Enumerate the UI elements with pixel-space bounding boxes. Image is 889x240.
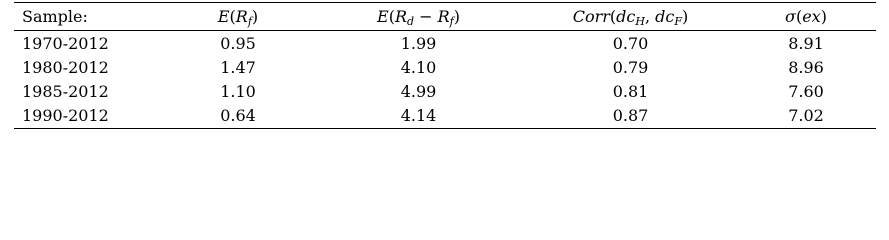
paren-open: (: [795, 7, 803, 26]
cell-corr: 0.81: [612, 81, 649, 101]
minus-sign: −: [414, 7, 438, 26]
sub-f: f: [247, 15, 252, 28]
cell-e-rd-rf: 1.99: [400, 33, 437, 53]
cell-sigma: 7.60: [788, 81, 824, 101]
header-correlation: [525, 3, 736, 31]
var-ex: ex: [802, 7, 821, 26]
paren-close: ): [453, 7, 460, 26]
cell-sample: 1990-2012: [14, 103, 164, 129]
sub-f: f: [449, 15, 454, 28]
table-row: [14, 31, 876, 56]
fn-sigma: σ: [785, 7, 796, 26]
cell-corr: 0.70: [612, 33, 649, 53]
header-correlation-formula: [573, 7, 688, 26]
header-expected-rf-formula: [218, 7, 258, 26]
cell-sigma: 8.91: [788, 33, 824, 53]
var-r: R: [235, 7, 248, 26]
var-dc-f: dc: [655, 7, 675, 26]
cell-corr: 0.79: [612, 57, 649, 77]
header-expected-rf: [164, 3, 312, 31]
header-sigma-formula: [785, 7, 827, 26]
table-body: [14, 31, 876, 129]
table-row: [14, 55, 876, 79]
cell-sigma: 8.96: [788, 57, 824, 77]
paren-open: (: [229, 7, 236, 26]
paren-open: (: [388, 7, 395, 26]
paren-close: ): [820, 7, 827, 26]
table-row: [14, 103, 876, 129]
header-sample: [14, 3, 164, 31]
var-dc-h: dc: [616, 7, 636, 26]
fn-e: E: [377, 7, 389, 26]
cell-e-rd-rf: 4.99: [400, 81, 437, 101]
cell-sigma: 7.02: [736, 103, 876, 129]
table-row: [14, 79, 876, 103]
paren-close: ): [251, 7, 259, 26]
header-row: [14, 3, 876, 31]
cell-sample: 1970-2012: [22, 33, 109, 53]
header-expected-excess-formula: [377, 7, 460, 26]
cell-e-rd-rf: 4.14: [312, 103, 525, 129]
comma: ,: [644, 7, 656, 26]
cell-e-rf: 1.47: [220, 57, 256, 77]
paren-close: ): [681, 7, 689, 26]
statistics-table: [14, 2, 876, 129]
table-header: [14, 3, 876, 31]
var-r-f: R: [437, 7, 450, 26]
var-r-d: R: [394, 7, 407, 26]
sub-f: F: [674, 15, 682, 28]
cell-e-rf: 0.64: [164, 103, 312, 129]
paren-open: (: [609, 7, 617, 26]
fn-e: E: [217, 7, 230, 26]
fn-corr: Corr: [572, 7, 610, 26]
cell-sample: 1980-2012: [22, 57, 109, 77]
header-expected-excess-return: [312, 3, 525, 31]
header-sigma-ex: [736, 3, 876, 31]
sub-h: H: [635, 15, 645, 28]
cell-corr: 0.87: [525, 103, 736, 129]
cell-e-rf: 1.10: [220, 81, 256, 101]
cell-e-rf: 0.95: [220, 33, 256, 53]
cell-sample: 1985-2012: [22, 81, 109, 101]
cell-e-rd-rf: 4.10: [400, 57, 437, 77]
header-sample-label: Sample:: [22, 7, 88, 26]
sub-d: d: [406, 15, 415, 28]
